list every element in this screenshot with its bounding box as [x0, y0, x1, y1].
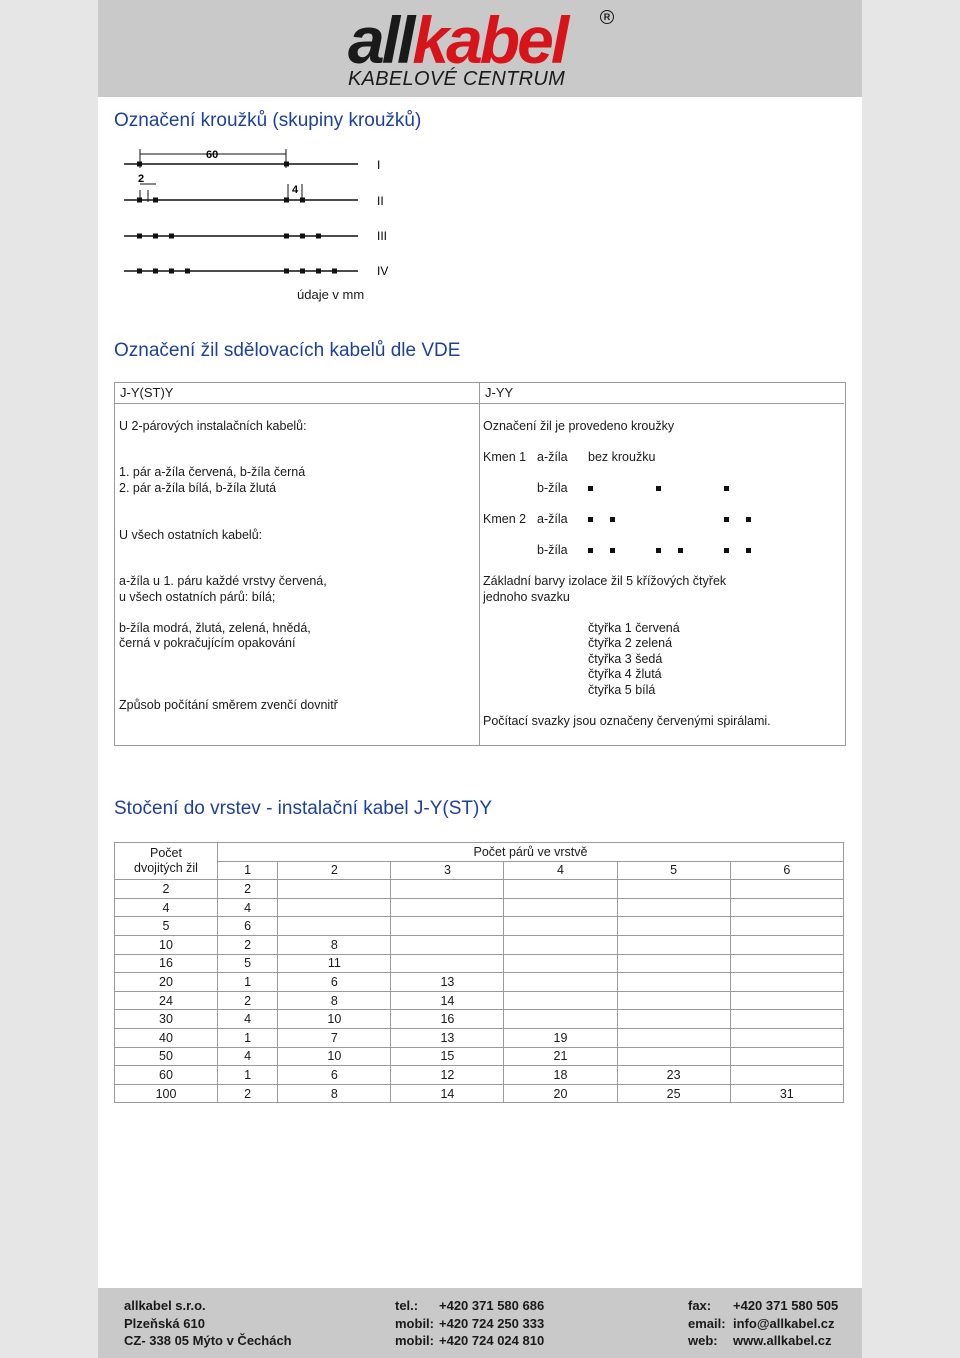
footer-contact-labels — [688, 1297, 726, 1350]
tel-number[interactable]: +420 371 580 686 — [439, 1298, 545, 1313]
email-label: email: — [688, 1315, 726, 1331]
layer-table — [114, 842, 844, 1103]
cell-value: 13 — [391, 973, 504, 992]
cell-value — [504, 898, 617, 917]
logo-kabel: kabel — [412, 3, 567, 77]
cell-count: 20 — [115, 973, 218, 992]
cell-value: 23 — [617, 1066, 730, 1085]
cell-value — [278, 880, 391, 899]
cell-value — [730, 973, 843, 992]
ring-mark — [656, 548, 661, 553]
ring-mark — [610, 517, 615, 522]
vde-left-line-3: 2. pár a-žíla bílá, b-žíla žlutá — [119, 481, 277, 495]
cell-value: 1 — [218, 1066, 278, 1085]
vde-left-line-4: U všech ostatních kabelů: — [119, 528, 263, 542]
table-row — [115, 1010, 844, 1029]
cell-value — [617, 898, 730, 917]
cell-value: 18 — [504, 1066, 617, 1085]
cell-value: 2 — [218, 991, 278, 1010]
col-head: 2 — [278, 861, 391, 880]
ring-mark — [588, 548, 593, 553]
ring-marking-diagram — [118, 140, 418, 290]
cell-count: 60 — [115, 1066, 218, 1085]
cell-value: 13 — [391, 1028, 504, 1047]
table-row — [115, 973, 844, 992]
section-title-vde: Označení žil sdělovacích kabelů dle VDE — [114, 340, 461, 361]
cell-value: 16 — [391, 1010, 504, 1029]
cell-value: 6 — [278, 1066, 391, 1085]
table-header-cols — [115, 861, 844, 880]
vde-left-head: J-Y(ST)Y — [115, 383, 479, 404]
table-row — [115, 898, 844, 917]
ring-mark — [724, 486, 729, 491]
table-row — [115, 1084, 844, 1103]
cell-value — [278, 898, 391, 917]
units-note: údaje v mm — [297, 287, 365, 302]
vde-right-column — [480, 383, 844, 745]
mobil-number[interactable]: +420 724 250 333 — [439, 1315, 545, 1331]
cell-value: 2 — [218, 935, 278, 954]
table-row — [115, 954, 844, 973]
cell-value: 6 — [218, 917, 278, 936]
cell-value — [617, 1010, 730, 1029]
header — [98, 0, 862, 97]
allkabel-logo — [348, 3, 618, 94]
cell-value: 6 — [278, 973, 391, 992]
cell-value: 2 — [218, 1084, 278, 1103]
cell-value — [730, 991, 843, 1010]
quad-3-color: čtyřka 3 šedá — [588, 652, 663, 666]
ring-mark — [610, 548, 615, 553]
ring-mark — [588, 486, 593, 491]
cell-value — [730, 917, 843, 936]
cell-value: 31 — [730, 1084, 843, 1103]
vde-right-line-2: Základní barvy izolace žil 5 křížových čtyřek — [483, 574, 727, 588]
quad-5-color: čtyřka 5 bílá — [588, 683, 656, 697]
cell-count: 30 — [115, 1010, 218, 1029]
kmen-2-label: Kmen 2 — [483, 512, 527, 526]
kmen-1-a-none: bez kroužku — [588, 450, 656, 464]
mobil-label: mobil: — [395, 1333, 434, 1348]
ring-mark — [746, 548, 751, 553]
cell-value: 8 — [278, 991, 391, 1010]
col-head: 4 — [504, 861, 617, 880]
cell-value: 8 — [278, 935, 391, 954]
cell-value — [391, 935, 504, 954]
cell-value — [504, 973, 617, 992]
cell-value: 14 — [391, 1084, 504, 1103]
quad-4-color: čtyřka 4 žlutá — [588, 667, 662, 681]
registered-mark: R — [600, 10, 614, 24]
cell-value — [391, 954, 504, 973]
cell-value: 25 — [617, 1084, 730, 1103]
cell-value: 14 — [391, 991, 504, 1010]
web-link[interactable]: www.allkabel.cz — [733, 1333, 832, 1348]
table-row — [115, 880, 844, 899]
footer-address — [124, 1297, 292, 1350]
web-label: web: — [688, 1333, 718, 1348]
table-row — [115, 1028, 844, 1047]
kmen-1-b-zila: b-žíla — [537, 481, 568, 495]
cell-value: 21 — [504, 1047, 617, 1066]
dim-label-4: 4 — [292, 184, 299, 196]
cell-value: 10 — [278, 1010, 391, 1029]
cell-count: 50 — [115, 1047, 218, 1066]
cell-value — [617, 973, 730, 992]
cell-value — [730, 1028, 843, 1047]
cell-value: 4 — [218, 898, 278, 917]
footer-contacts — [733, 1297, 838, 1350]
table-row — [115, 917, 844, 936]
vde-left-line-7: b-žíla modrá, žlutá, zelená, hnědá, — [119, 621, 311, 635]
cell-value — [730, 1047, 843, 1066]
cell-value: 1 — [218, 973, 278, 992]
cell-value — [504, 880, 617, 899]
table-header-row — [115, 843, 844, 862]
kmen-1-a-zila: a-žíla — [537, 450, 568, 464]
table-row — [115, 1047, 844, 1066]
vde-left-line-1: U 2-párových instalačních kabelů: — [119, 419, 307, 433]
row-label-I: I — [377, 158, 381, 172]
fax-number: +420 371 580 505 — [733, 1298, 839, 1313]
row-label-III: III — [377, 229, 388, 243]
head-pairs-per-layer: Počet párů ve vrstvě — [218, 843, 844, 862]
section-title-rings: Označení kroužků (skupiny kroužků) — [114, 110, 422, 131]
cell-value — [504, 917, 617, 936]
quad-2-color: čtyřka 2 zelená — [588, 636, 673, 650]
vde-left-line-5: a-žíla u 1. páru každé vrstvy červená, — [119, 574, 327, 588]
dim-label-2: 2 — [138, 173, 145, 185]
cell-count: 24 — [115, 991, 218, 1010]
quad-1-color: čtyřka 1 červená — [588, 621, 680, 635]
cell-count: 2 — [115, 880, 218, 899]
mobil-label: mobil: — [395, 1315, 434, 1331]
cell-value — [617, 991, 730, 1010]
footer-company: allkabel s.r.o. — [124, 1298, 206, 1313]
table-row — [115, 935, 844, 954]
row-label-II: II — [377, 194, 384, 208]
vde-right-line-4: Počítací svazky jsou označeny červenými spirálami. — [483, 714, 771, 728]
kmen-2-b-zila: b-žíla — [537, 543, 568, 557]
cell-value: 4 — [218, 1047, 278, 1066]
vde-table — [114, 382, 846, 746]
ring-mark — [724, 548, 729, 553]
cell-value — [730, 880, 843, 899]
vde-left-line-8: černá v pokračujícím opakování — [119, 636, 296, 650]
cell-count: 40 — [115, 1028, 218, 1047]
cell-value — [391, 917, 504, 936]
ring-mark — [678, 548, 683, 553]
kmen-2-a-zila: a-žíla — [537, 512, 568, 526]
email-link[interactable]: info@allkabel.cz — [733, 1315, 835, 1331]
col-head: 6 — [730, 861, 843, 880]
col-head: 1 — [218, 861, 278, 880]
cell-value — [617, 1047, 730, 1066]
footer — [98, 1288, 862, 1358]
cell-value: 19 — [504, 1028, 617, 1047]
cell-value — [504, 935, 617, 954]
cell-value: 15 — [391, 1047, 504, 1066]
cell-value: 11 — [278, 954, 391, 973]
kmen-1-label: Kmen 1 — [483, 450, 527, 464]
table-row — [115, 1066, 844, 1085]
footer-phones — [439, 1297, 544, 1350]
ring-mark — [588, 517, 593, 522]
cell-value: 10 — [278, 1047, 391, 1066]
cell-value — [391, 880, 504, 899]
ring-mark — [656, 486, 661, 491]
cell-value — [617, 935, 730, 954]
dim-label-60: 60 — [206, 149, 219, 161]
vde-left-line-9: Způsob počítání směrem zvenčí dovnitř — [119, 698, 338, 712]
vde-left-column — [115, 383, 480, 745]
ring-mark — [746, 517, 751, 522]
tel-label: tel.: — [395, 1298, 419, 1313]
cell-value — [730, 1066, 843, 1085]
cell-count: 5 — [115, 917, 218, 936]
cell-value: 8 — [278, 1084, 391, 1103]
logo-subtitle: KABELOVÉ CENTRUM — [348, 68, 566, 90]
cell-value — [617, 880, 730, 899]
logo-all: all — [348, 3, 413, 77]
row-label-IV: IV — [377, 264, 389, 278]
cell-value — [504, 991, 617, 1010]
mobil-number[interactable]: +420 724 024 810 — [439, 1333, 545, 1348]
cell-value: 20 — [504, 1084, 617, 1103]
col-head: 3 — [391, 861, 504, 880]
footer-street: Plzeňská 610 — [124, 1315, 205, 1331]
cell-value — [391, 898, 504, 917]
footer-city: CZ- 338 05 Mýto v Čechách — [124, 1333, 292, 1348]
cell-value: 4 — [218, 1010, 278, 1029]
cell-value: 12 — [391, 1066, 504, 1085]
footer-phone-labels — [395, 1297, 434, 1350]
cell-value: 1 — [218, 1028, 278, 1047]
cell-value: 2 — [218, 880, 278, 899]
vde-left-line-2: 1. pár a-žíla červená, b-žíla černá — [119, 465, 306, 479]
cell-count: 4 — [115, 898, 218, 917]
vde-left-line-6: u všech ostatních párů: bílá; — [119, 590, 276, 604]
cell-value — [504, 1010, 617, 1029]
vde-right-line-3: jednoho svazku — [483, 590, 570, 604]
cell-count: 16 — [115, 954, 218, 973]
section-title-layers: Stočení do vrstev - instalační kabel J-Y(ST)Y — [114, 798, 493, 819]
col-head: 5 — [617, 861, 730, 880]
cell-value — [617, 917, 730, 936]
cell-count: 10 — [115, 935, 218, 954]
table-row — [115, 991, 844, 1010]
cell-value — [730, 935, 843, 954]
cell-value — [278, 917, 391, 936]
cell-value: 5 — [218, 954, 278, 973]
cell-value — [504, 954, 617, 973]
cell-value — [730, 898, 843, 917]
head-count-pairs: Počet dvojitých žil — [115, 843, 218, 880]
page — [98, 0, 862, 1358]
cell-value — [617, 1028, 730, 1047]
ring-mark — [724, 517, 729, 522]
cell-value: 7 — [278, 1028, 391, 1047]
cell-value — [617, 954, 730, 973]
vde-right-head: J-YY — [480, 383, 844, 404]
cell-value — [730, 954, 843, 973]
cell-value — [730, 1010, 843, 1029]
fax-label: fax: — [688, 1298, 712, 1313]
vde-right-line-1: Označení žil je provedeno kroužky — [483, 419, 675, 433]
cell-count: 100 — [115, 1084, 218, 1103]
